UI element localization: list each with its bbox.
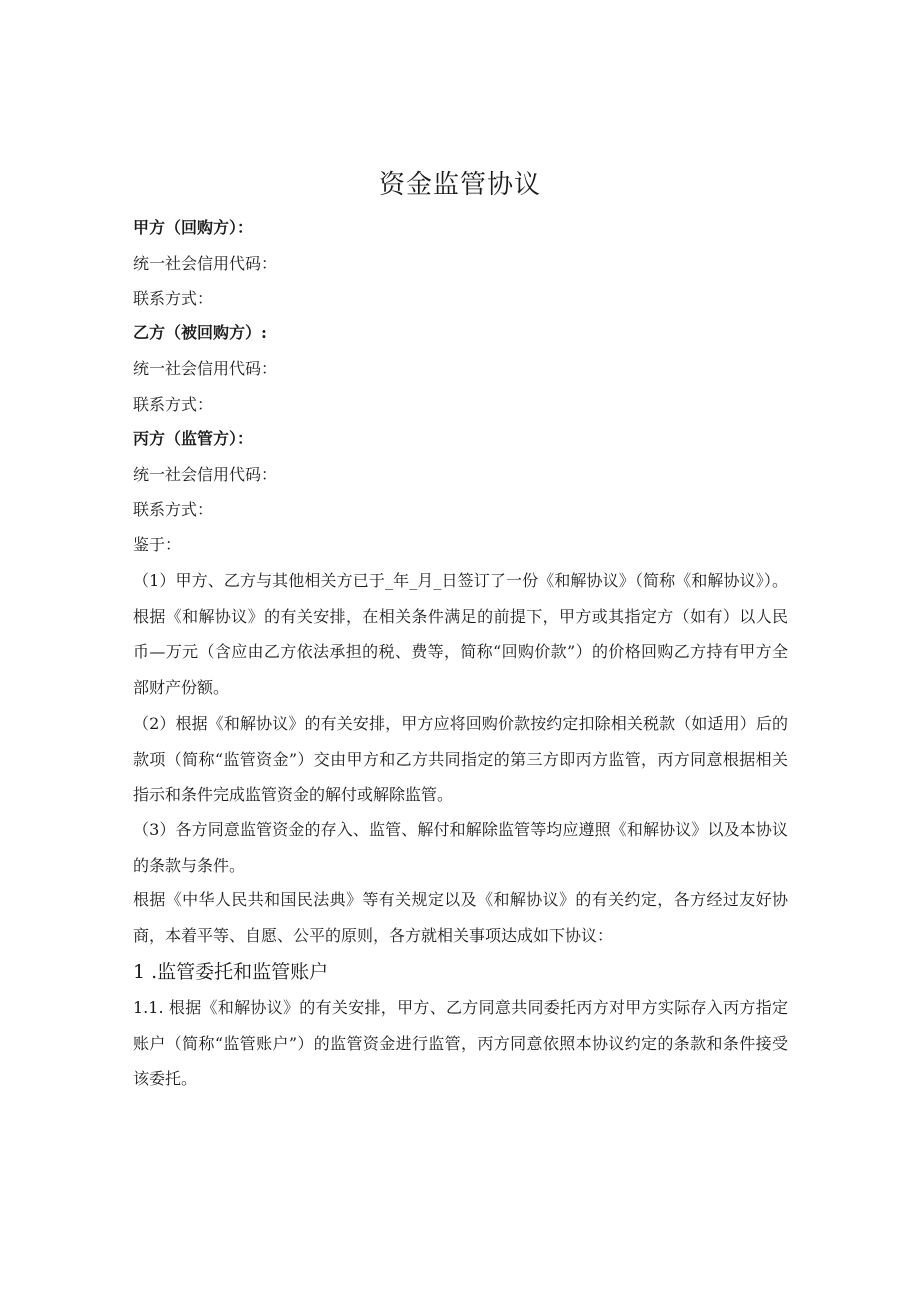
party-b-credit-code: 统一社会信用代码： bbox=[133, 359, 278, 378]
recital-2: （2）根据《和解协议》的有关安排，甲方应将回购价款按约定扣除相关税款（如适用）后的款项（简称“监管资金”）交由甲方和乙方共同指定的第三方即丙方监管，丙方同意根据相关指示和条件完成监管资金的解付或解除监管。 bbox=[133, 714, 788, 804]
whereas-label: 鉴于： bbox=[133, 535, 182, 554]
party-a-credit-code: 统一社会信用代码： bbox=[133, 254, 278, 273]
recital-1: （1）甲方、乙方与其他相关方已于_年_月_日签订了一份《和解协议》（简称《和解协议》）。根据《和解协议》的有关安排，在相关条件满足的前提下，甲方或其指定方（如有）以人民币—万元（含应由乙方依法承担的税、费等，简称“回购价款”）的价格回购乙方持有甲方全部财产份额。 bbox=[133, 571, 788, 697]
party-b-contact: 联系方式： bbox=[133, 395, 214, 414]
party-c-contact: 联系方式： bbox=[133, 500, 214, 519]
party-a-label: 甲方（回购方）： bbox=[133, 218, 254, 237]
party-a-contact: 联系方式： bbox=[133, 289, 214, 308]
clause-1-1: 1.1. 根据《和解协议》的有关安排，甲方、乙方同意共同委托丙方对甲方实际存入丙方指定账户（简称“监管账户”）的监管资金进行监管，丙方同意依照本协议约定的条款和条件接受该委托。 bbox=[133, 998, 788, 1088]
basis-paragraph: 根据《中华人民共和国民法典》等有关规定以及《和解协议》的有关约定，各方经过友好协商，本着平等、自愿、公平的原则，各方就相关事项达成如下协议： bbox=[133, 890, 788, 945]
document-title: 资金监管协议 bbox=[378, 170, 541, 200]
party-c-label: 丙方（监管方）： bbox=[133, 429, 254, 448]
party-b-label: 乙方（被回购方）: bbox=[133, 323, 267, 342]
section-1-heading: 1 .监管委托和监管账户 bbox=[133, 961, 329, 983]
recital-3: （3）各方同意监管资金的存入、监管、解付和解除监管等均应遵照《和解协议》以及本协议的条款与条件。 bbox=[133, 820, 788, 875]
party-c-credit-code: 统一社会信用代码： bbox=[133, 465, 278, 484]
